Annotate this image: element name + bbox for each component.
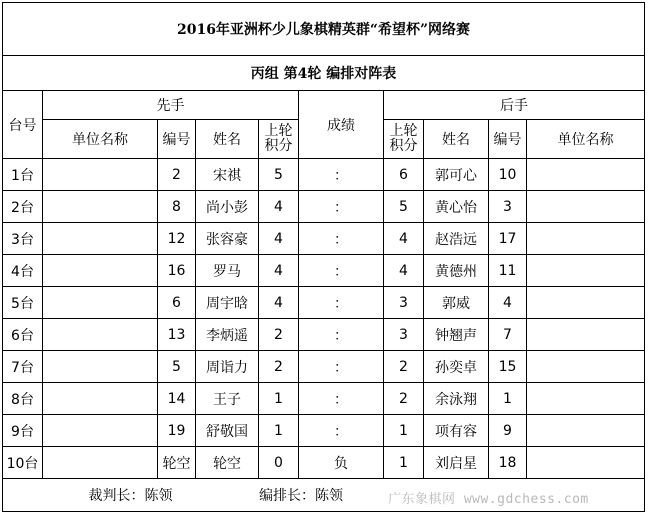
board-cell[interactable]: 7台 <box>3 351 43 383</box>
board-cell[interactable]: 1台 <box>3 159 43 191</box>
first-score-cell[interactable]: 2 <box>259 351 299 383</box>
arranger-label: 编排长：陈领 <box>259 479 489 512</box>
second-name-cell[interactable]: 黄心怡 <box>424 191 489 223</box>
first-name-cell[interactable]: 张容豪 <box>196 223 259 255</box>
second-number-cell[interactable]: 9 <box>489 415 527 447</box>
first-number-cell[interactable]: 5 <box>158 351 196 383</box>
second-unit-cell[interactable] <box>527 383 645 415</box>
second-score-cell[interactable]: 2 <box>384 383 424 415</box>
second-unit-cell[interactable] <box>527 223 645 255</box>
board-cell[interactable]: 2台 <box>3 191 43 223</box>
first-number-cell[interactable]: 6 <box>158 287 196 319</box>
result-cell[interactable]: ： <box>299 191 384 223</box>
first-number-cell[interactable]: 2 <box>158 159 196 191</box>
second-score-cell[interactable]: 5 <box>384 191 424 223</box>
table-row <box>3 447 645 479</box>
first-unit-cell[interactable] <box>43 383 158 415</box>
first-number-cell[interactable]: 8 <box>158 191 196 223</box>
first-score-cell[interactable]: 4 <box>259 287 299 319</box>
second-name-cell[interactable]: 余泳翔 <box>424 383 489 415</box>
first-name-cell[interactable]: 罗马 <box>196 255 259 287</box>
second-score-cell[interactable]: 1 <box>384 415 424 447</box>
second-name-cell[interactable]: 赵浩远 <box>424 223 489 255</box>
result-cell[interactable]: ： <box>299 159 384 191</box>
referee-label: 裁判长：陈领 <box>3 479 259 512</box>
site-watermark: 广东象棋网 www.gdchess.com <box>388 492 589 507</box>
second-score-cell[interactable]: 1 <box>384 447 424 479</box>
board-cell[interactable]: 5台 <box>3 287 43 319</box>
header-second-prev-score: 上轮积分 <box>384 120 424 159</box>
second-unit-cell[interactable] <box>527 447 645 479</box>
first-number-cell[interactable]: 轮空 <box>158 447 196 479</box>
second-number-cell[interactable]: 17 <box>489 223 527 255</box>
board-cell[interactable]: 8台 <box>3 383 43 415</box>
second-number-cell[interactable]: 10 <box>489 159 527 191</box>
second-unit-cell[interactable] <box>527 255 645 287</box>
first-unit-cell[interactable] <box>43 159 158 191</box>
board-cell[interactable]: 3台 <box>3 223 43 255</box>
first-unit-cell[interactable] <box>43 255 158 287</box>
second-name-cell[interactable]: 孙奕卓 <box>424 351 489 383</box>
second-name-cell[interactable]: 刘启星 <box>424 447 489 479</box>
page-title: 2016年亚洲杯少儿象棋精英群“希望杯”网络赛 <box>3 3 645 56</box>
first-score-cell[interactable]: 5 <box>259 159 299 191</box>
first-unit-cell[interactable] <box>43 415 158 447</box>
first-number-cell[interactable]: 12 <box>158 223 196 255</box>
header-first-unit: 单位名称 <box>43 120 158 159</box>
first-number-cell[interactable]: 13 <box>158 319 196 351</box>
second-number-cell[interactable]: 11 <box>489 255 527 287</box>
first-name-cell[interactable]: 舒敬国 <box>196 415 259 447</box>
first-unit-cell[interactable] <box>43 319 158 351</box>
result-cell[interactable]: ： <box>299 255 384 287</box>
second-name-cell[interactable]: 郭威 <box>424 287 489 319</box>
header-board: 台号 <box>3 91 43 159</box>
second-unit-cell[interactable] <box>527 351 645 383</box>
second-unit-cell[interactable] <box>527 287 645 319</box>
second-number-cell[interactable]: 3 <box>489 191 527 223</box>
result-cell[interactable]: ： <box>299 319 384 351</box>
board-cell[interactable]: 9台 <box>3 415 43 447</box>
second-score-cell[interactable]: 2 <box>384 351 424 383</box>
result-cell[interactable]: ： <box>299 351 384 383</box>
first-number-cell[interactable]: 16 <box>158 255 196 287</box>
header-second-number: 编号 <box>489 120 527 159</box>
table-row <box>3 287 645 319</box>
result-cell[interactable]: ： <box>299 415 384 447</box>
first-score-cell[interactable]: 2 <box>259 319 299 351</box>
second-score-cell[interactable]: 4 <box>384 255 424 287</box>
header-second-player: 后手 <box>384 91 645 120</box>
table-row <box>3 223 645 255</box>
first-name-cell[interactable]: 轮空 <box>196 447 259 479</box>
table-row <box>3 191 645 223</box>
first-number-cell[interactable]: 19 <box>158 415 196 447</box>
board-cell[interactable]: 4台 <box>3 255 43 287</box>
header-first-player: 先手 <box>43 91 299 120</box>
second-unit-cell[interactable] <box>527 319 645 351</box>
first-name-cell[interactable]: 周诣力 <box>196 351 259 383</box>
first-score-cell[interactable]: 1 <box>259 383 299 415</box>
first-unit-cell[interactable] <box>43 191 158 223</box>
result-cell[interactable]: ： <box>299 223 384 255</box>
header-first-number: 编号 <box>158 120 196 159</box>
first-name-cell[interactable]: 宋祺 <box>196 159 259 191</box>
header-result: 成绩 <box>299 91 384 159</box>
board-cell[interactable]: 10台 <box>3 447 43 479</box>
first-name-cell[interactable]: 李炳遥 <box>196 319 259 351</box>
board-cell[interactable]: 6台 <box>3 319 43 351</box>
second-name-cell[interactable]: 郭可心 <box>424 159 489 191</box>
first-unit-cell[interactable] <box>43 351 158 383</box>
header-second-name: 姓名 <box>424 120 489 159</box>
first-score-cell[interactable]: 4 <box>259 223 299 255</box>
first-name-cell[interactable]: 周宇晗 <box>196 287 259 319</box>
second-name-cell[interactable]: 项有容 <box>424 415 489 447</box>
result-cell[interactable]: ： <box>299 383 384 415</box>
first-unit-cell[interactable] <box>43 287 158 319</box>
result-cell[interactable]: 负 <box>299 447 384 479</box>
second-number-cell[interactable]: 1 <box>489 383 527 415</box>
second-unit-cell[interactable] <box>527 415 645 447</box>
second-number-cell[interactable]: 4 <box>489 287 527 319</box>
second-number-cell[interactable]: 15 <box>489 351 527 383</box>
table-row <box>3 159 645 191</box>
first-unit-cell[interactable] <box>43 447 158 479</box>
second-number-cell[interactable]: 18 <box>489 447 527 479</box>
first-number-cell[interactable]: 14 <box>158 383 196 415</box>
second-score-cell[interactable]: 6 <box>384 159 424 191</box>
second-score-cell[interactable]: 4 <box>384 223 424 255</box>
second-name-cell[interactable]: 钟翘声 <box>424 319 489 351</box>
second-score-cell[interactable]: 3 <box>384 319 424 351</box>
first-score-cell[interactable]: 1 <box>259 415 299 447</box>
first-name-cell[interactable]: 尚小彭 <box>196 191 259 223</box>
table-row <box>3 415 645 447</box>
first-score-cell[interactable]: 0 <box>259 447 299 479</box>
first-name-cell[interactable]: 王子 <box>196 383 259 415</box>
second-score-cell[interactable]: 3 <box>384 287 424 319</box>
header-first-name: 姓名 <box>196 120 259 159</box>
table-row <box>3 383 645 415</box>
table-row <box>3 351 645 383</box>
pairing-table <box>2 2 645 512</box>
footer-empty <box>489 479 645 512</box>
table-row <box>3 319 645 351</box>
second-unit-cell[interactable] <box>527 159 645 191</box>
second-name-cell[interactable]: 黄德州 <box>424 255 489 287</box>
first-unit-cell[interactable] <box>43 223 158 255</box>
page-subtitle: 丙组 第4轮 编排对阵表 <box>3 56 645 91</box>
footer-row <box>3 479 645 512</box>
header-first-prev-score: 上轮积分 <box>259 120 299 159</box>
table-row <box>3 255 645 287</box>
second-unit-cell[interactable] <box>527 191 645 223</box>
header-second-unit: 单位名称 <box>527 120 645 159</box>
first-score-cell[interactable]: 4 <box>259 191 299 223</box>
first-score-cell[interactable]: 4 <box>259 255 299 287</box>
second-number-cell[interactable]: 7 <box>489 319 527 351</box>
result-cell[interactable]: ： <box>299 287 384 319</box>
